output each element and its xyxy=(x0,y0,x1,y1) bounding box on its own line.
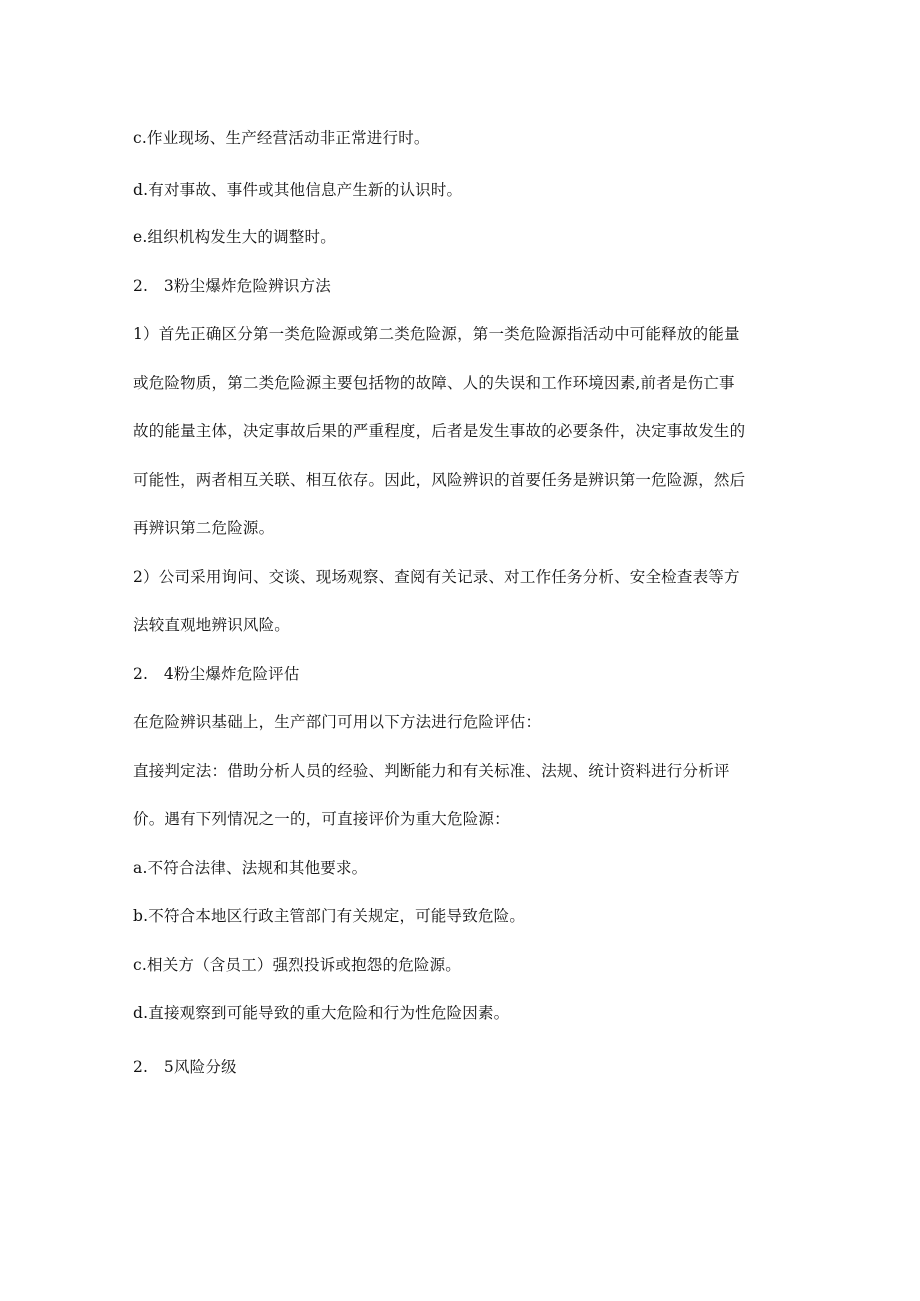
text-line: 2）公司采用询问、交谈、现场观察、查阅有关记录、对工作任务分析、安全检查表等方 xyxy=(133,568,740,586)
section-heading: 2. 4粉尘爆炸危险评估 xyxy=(133,665,300,683)
text-line: a.不符合法律、法规和其他要求。 xyxy=(133,859,368,877)
text-line: 法较直观地辨识风险。 xyxy=(133,616,291,634)
text-line: 故的能量主体，决定事故后果的严重程度，后者是发生事故的必要条件，决定事故发生的 xyxy=(133,422,746,440)
text-line: c.作业现场、生产经营活动非正常进行时。 xyxy=(133,129,430,147)
text-line: b.不符合本地区行政主管部门有关规定，可能导致危险。 xyxy=(133,907,526,925)
text-line: d.有对事故、事件或其他信息产生新的认识时。 xyxy=(133,181,463,199)
text-line: 或危险物质，第二类危险源主要包括物的故障、人的失误和工作环境因素,前者是伤亡事 xyxy=(133,374,735,392)
text-line: 再辨识第二危险源。 xyxy=(133,519,275,537)
text-line: c.相关方（含员工）强烈投诉或抱怨的危险源。 xyxy=(133,956,462,974)
text-line: 在危险辨识基础上，生产部门可用以下方法进行危险评估： xyxy=(133,713,542,731)
text-line: 价。遇有下列情况之一的，可直接评价为重大危险源： xyxy=(133,810,510,828)
text-line: 1）首先正确区分第一类危险源或第二类危险源，第一类危险源指活动中可能释放的能量 xyxy=(133,325,740,343)
section-heading: 2. 5风险分级 xyxy=(133,1058,237,1076)
section-heading: 2. 3粉尘爆炸危险辨识方法 xyxy=(133,277,331,295)
text-line: 直接判定法：借助分析人员的经验、判断能力和有关标准、法规、统计资料进行分析评 xyxy=(133,762,730,780)
text-line: d.直接观察到可能导致的重大危险和行为性危险因素。 xyxy=(133,1004,510,1022)
text-line: e.组织机构发生大的调整时。 xyxy=(133,228,336,246)
text-line: 可能性，两者相互关联、相互依存。因此，风险辨识的首要任务是辨识第一危险源，然后 xyxy=(133,471,746,489)
